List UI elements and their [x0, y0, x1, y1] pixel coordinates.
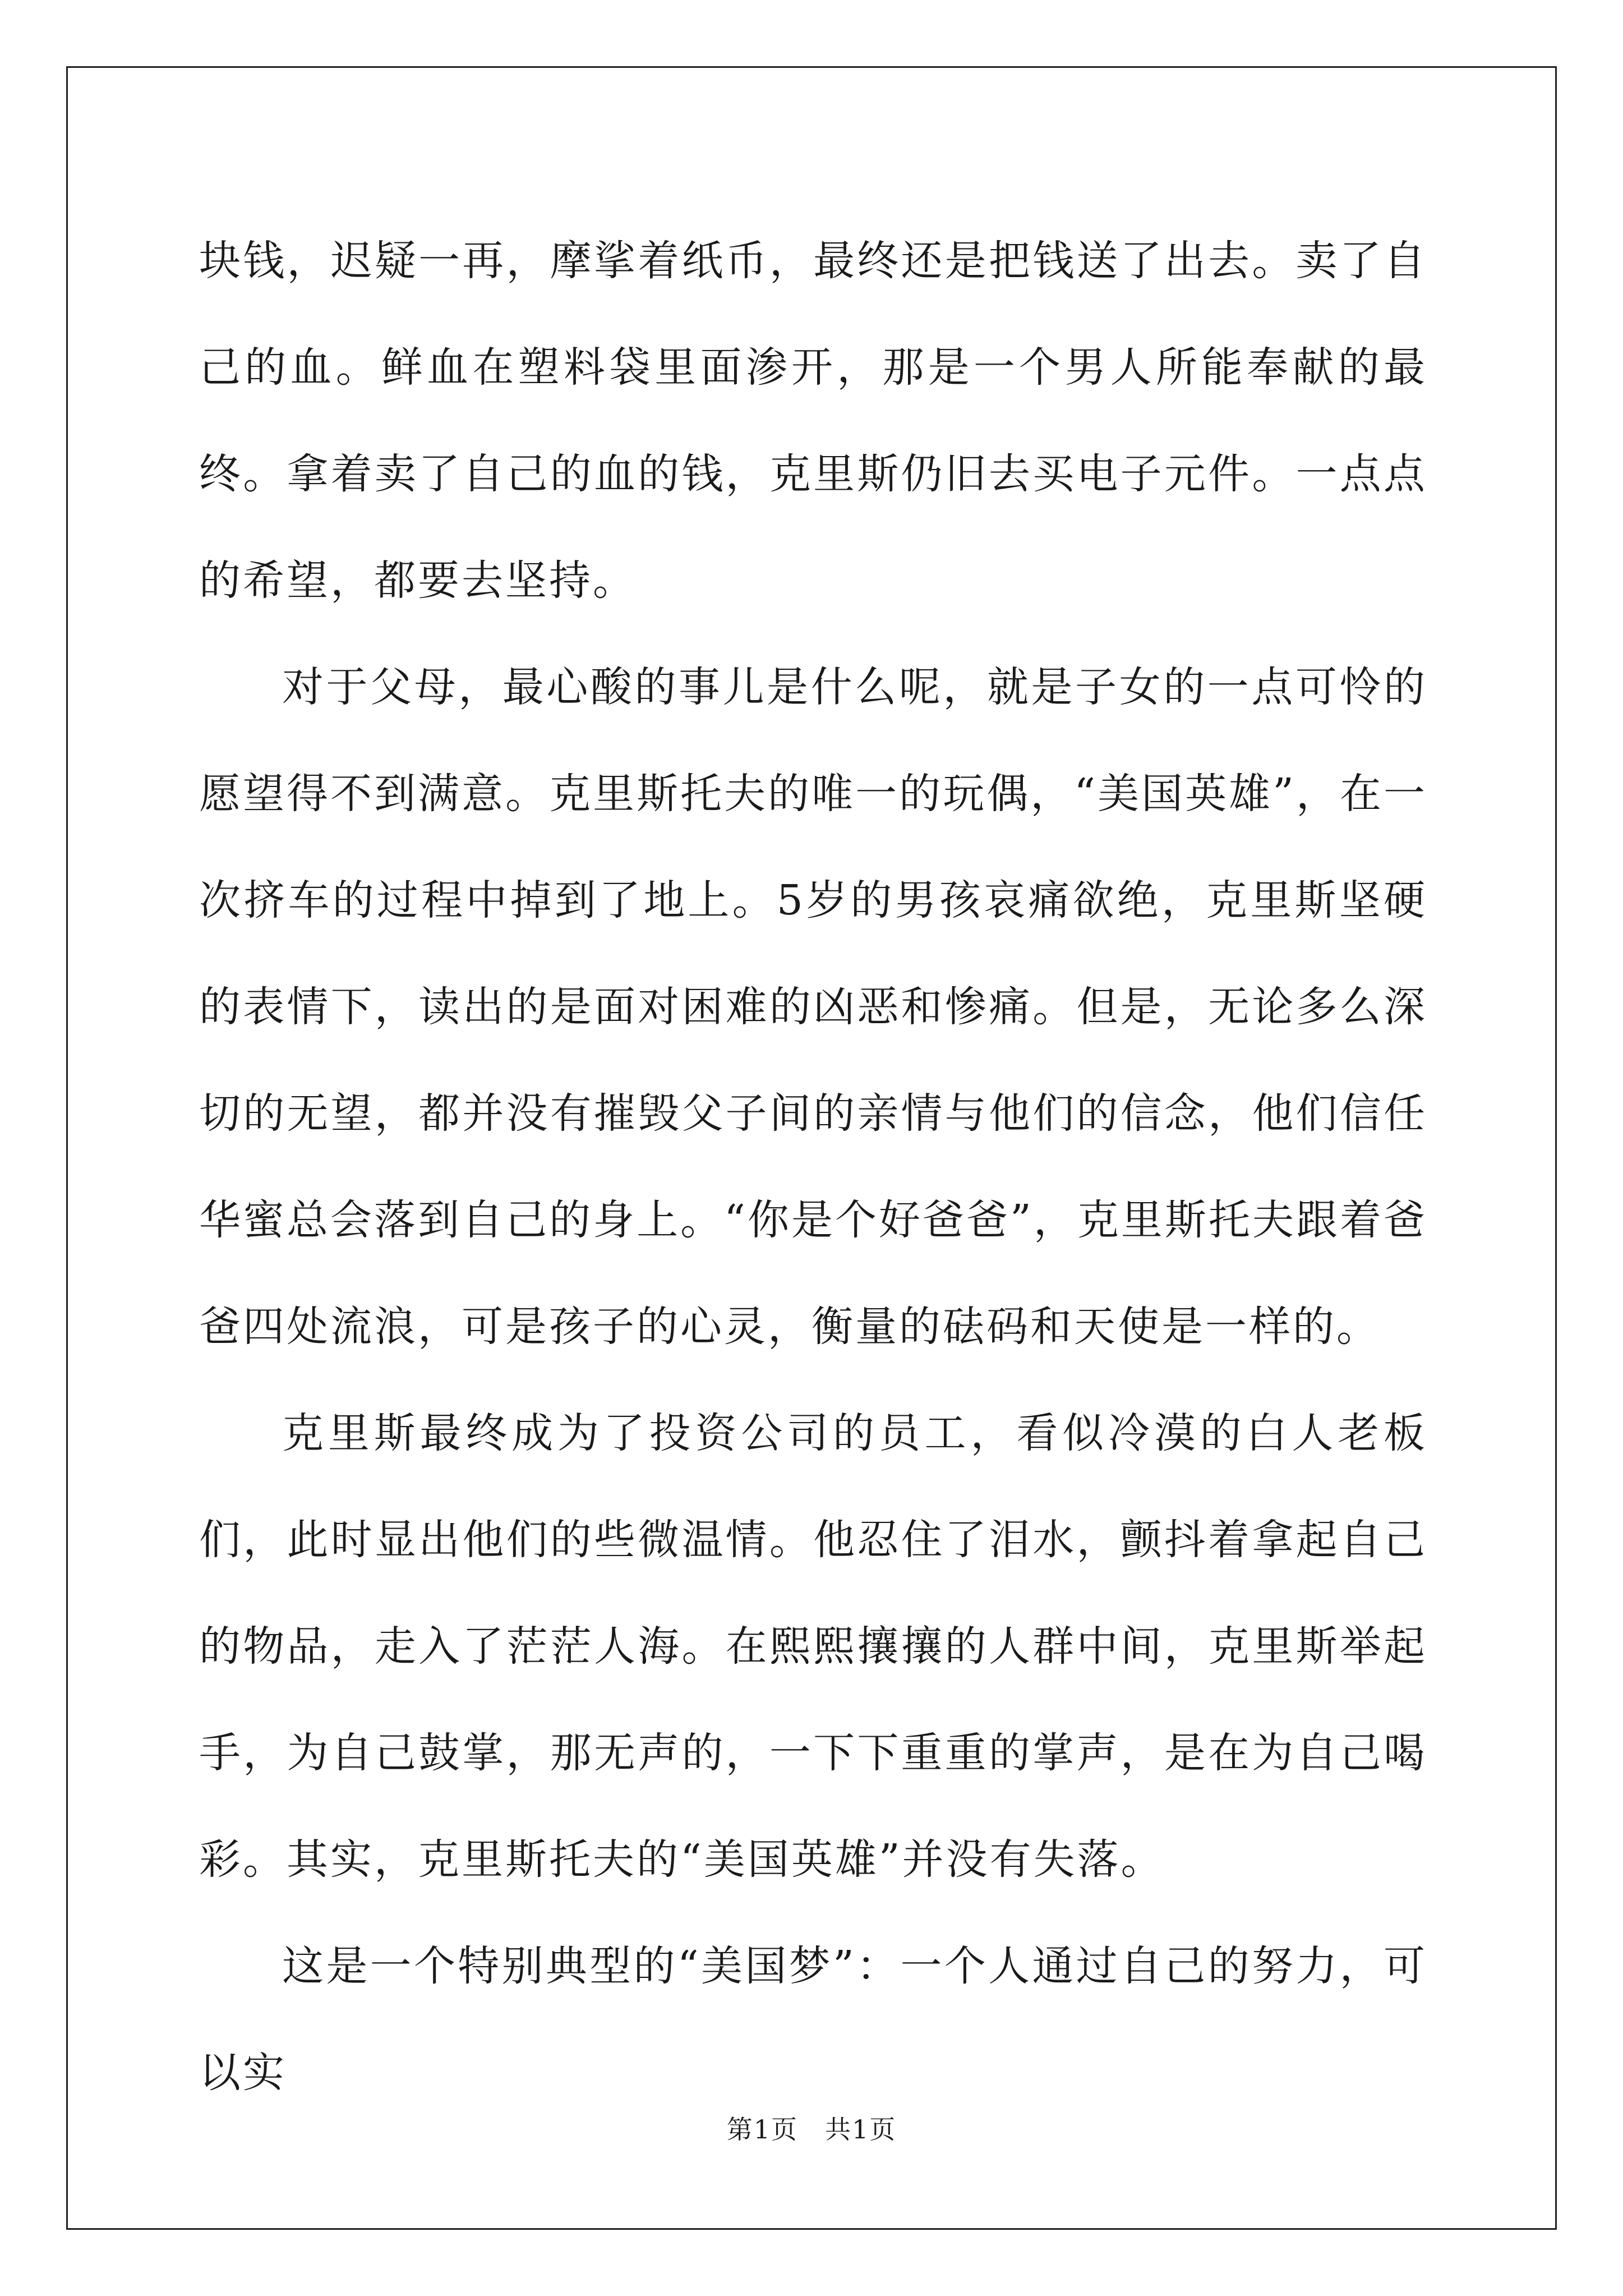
paragraph-2: 对于父母，最心酸的事儿是什么呢，就是子女的一点可怜的愿望得不到满意。克里斯托夫的唯一的玩偶，“美国英雄”，在一次挤车的过程中掉到了地上。5岁的男孩哀痛欲绝，克里斯坚硬的表情下，读出的是面对困难的凶恶和惨痛。但是，无论多么深切的无望，都并没有摧毁父子间的亲情与他们的信念，他们信任华蜜总会落到自己的身上。“你是个好爸爸”，克里斯托夫跟着爸爸四处流浪，可是孩子的心灵，衡量的砝码和天使是一样的。	[199, 663, 1427, 1351]
page-number-footer: 第1页 共1页	[726, 2114, 897, 2145]
paragraph-4: 这是一个特别典型的“美国梦”：一个人通过自己的努力，可以实	[199, 1942, 1427, 2097]
paragraph-3: 克里斯最终成为了投资公司的员工，看似冷漠的白人老板们，此时显出他们的些微温情。他忍住了泪水，颤抖着拿起自己的物品，走入了茫茫人海。在熙熙攘攘的人群中间，克里斯举起手，为自己鼓掌，那无声的，一下下重重的掌声，是在为自己喝彩。其实，克里斯托夫的“美国英雄”并没有失落。	[199, 1409, 1427, 1884]
document-body	[199, 208, 1427, 2126]
paragraph-1: 块钱，迟疑一再，摩挲着纸币，最终还是把钱送了出去。卖了自己的血。鲜血在塑料袋里面渗开，那是一个男人所能奉献的最终。拿着卖了自己的血的钱，克里斯仍旧去买电子元件。一点点的希望，都要去坚持。	[199, 237, 1427, 605]
